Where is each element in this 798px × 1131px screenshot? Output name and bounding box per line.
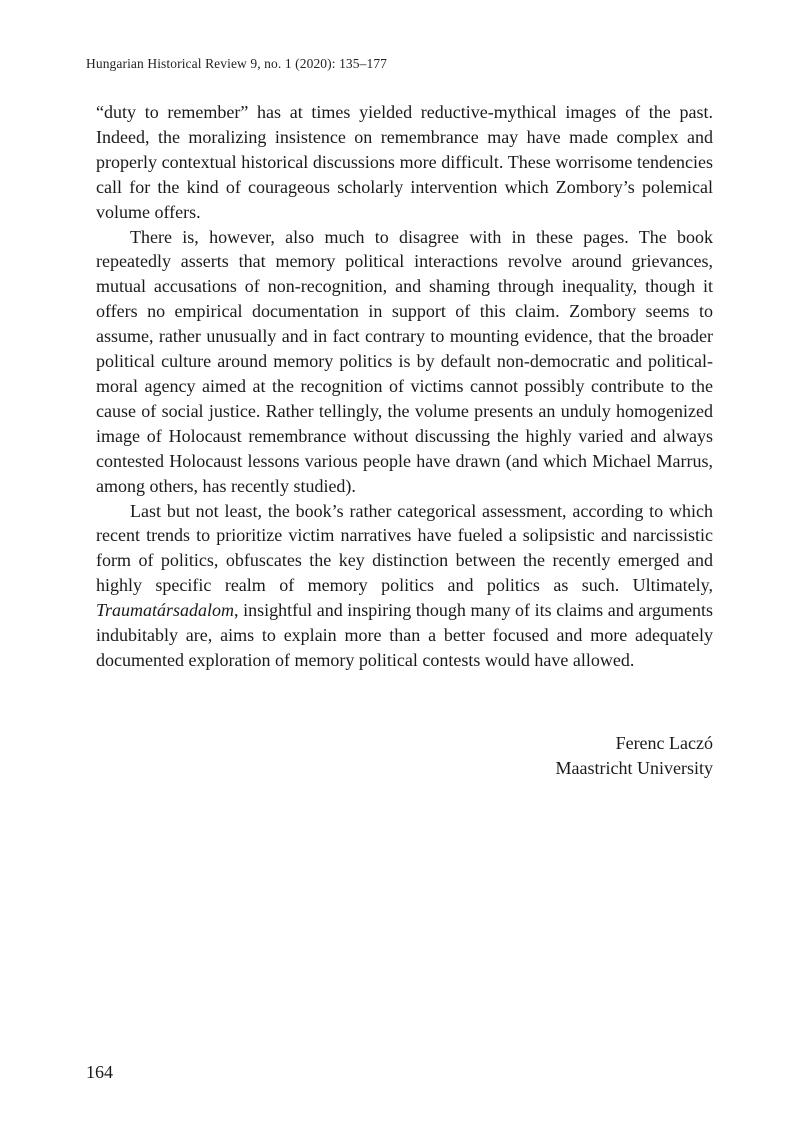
review-signature [556,731,713,781]
conclusion-text-after: , insightful and inspiring though many of its claims and arguments indubitably are, aims to explain more than a better focused and more adequately documented exploration of memory political contests would have allowed. [96,600,713,670]
book-title-italic: Traumatársadalom [96,600,235,621]
author-name: Ferenc Laczó [615,733,713,753]
conclusion-text-before: Last but not least, the book’s rather categorical assessment, according to which recent trends to prioritize victim narratives have fueled a solipsistic and narcissistic form of politics, obfuscates the key distinction between the recently emerged and highly specific realm of memory politics and politics as such. Ultimately, [96,500,713,596]
running-header: Hungarian Historical Review 9, no. 1 (2020): 135–177 [86,56,388,71]
page-number: 164 [86,1062,113,1082]
author-affiliation: Maastricht University [555,758,713,778]
review-body [96,100,713,673]
paragraph-disagreement: There is, however, also much to disagree with in these pages. The book repeatedly asserts that memory political interactions revolve around grievances, mutual accusations of non-recognition, and shaming through inequality, though it offers no empirical documentation in support of this claim. Zombory seems to assume, rather unusually and in fact contrary to mounting evidence, that the broader political culture around memory politics is by default non-democratic and political-moral agency aimed at the recognition of victims cannot possibly contribute to the cause of social justice. Rather tellingly, the volume presents an unduly homogenized image of Holocaust remembrance without discussing the highly varied and always contested Holocaust lessons various people have drawn (and which Michael Marrus, among others, has recently studied). [96,226,713,496]
paragraph-continued: “duty to remember” has at times yielded reductive-mythical images of the past. Indeed, the moralizing insistence on remembrance may have made complex and properly contextual historical discussions more difficult. These worrisome tendencies call for the kind of courageous scholarly intervention which Zombory’s polemical volume offers. [96,102,713,222]
paragraph-conclusion [96,499,713,673]
